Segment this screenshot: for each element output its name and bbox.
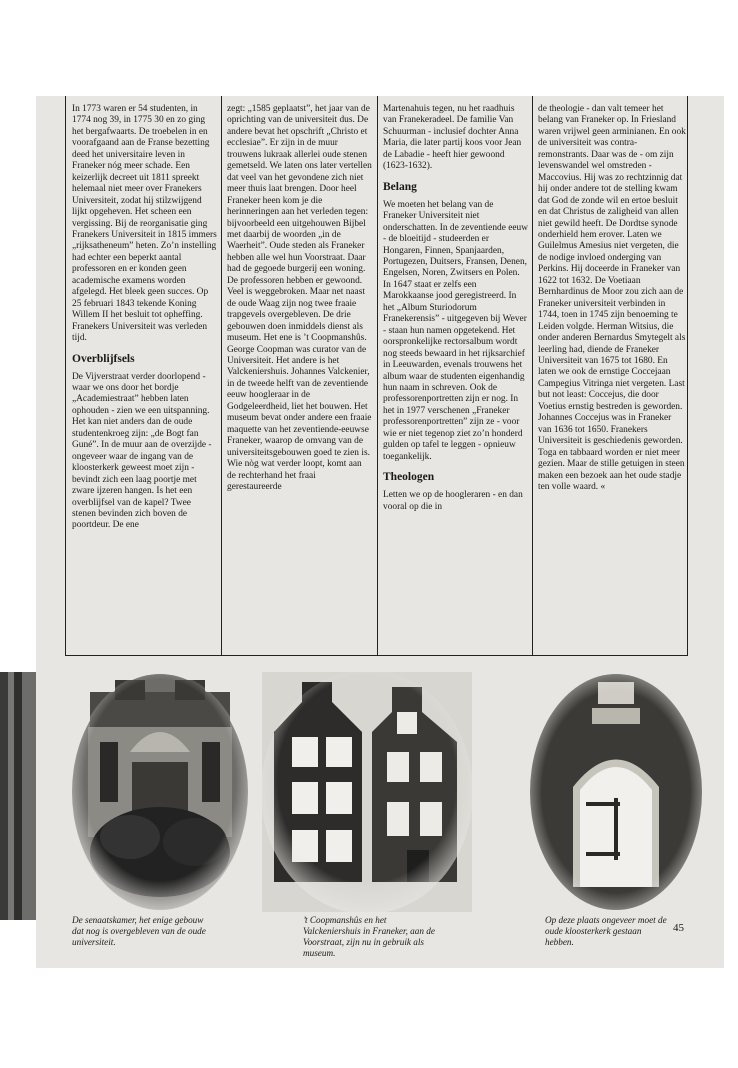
monastery-door-photo: [528, 672, 703, 912]
caption-senate-chamber: De senaatskamer, het enige gebouw dat nog is overgebleven van de oude universiteit.: [72, 915, 206, 947]
article-column-3: [383, 104, 528, 513]
coopmanshus-photo: [262, 672, 472, 912]
section-heading: Overblijfsels: [72, 352, 135, 365]
caption-coopmanshus: ’t Coopmanshûs en het Valckeniershuis in Franeker, aan de Voorstraat, zijn nu in gebruik als museum.: [303, 915, 435, 958]
paragraph: In 1773 waren er 54 studenten, in 1774 nog 39, in 1775 30 en zo ging het bergafwaarts. De troebelen in en voorafgaand aan de Franse bezetting deed het universitaire leven in Franeker nóg meer schade. Een keizerlijk decreet uit 1811 spreekt helemaal niet meer over Franekers Universiteit, zodat hij stilzwijgend lijkt opgeheven. Het scheen een vergissing. Bij de reorganisatie ging Franekers Universiteit in 1815 immers „rijksatheneum” heten. Zo’n instelling had echter een beperkt aantal professoren en er konden geen academische examens worden afgelegd. Het bleek geen succes. Op 25 februari 1843 tekende Koning Willem II het besluit tot opheffing. Franekers Universiteit was verleden tijd.: [72, 104, 217, 344]
section-heading: Theologen: [383, 471, 435, 484]
article-column-1: [72, 104, 217, 532]
paragraph: We moeten het belang van de Franeker Universiteit niet onderschatten. In de zeventiende eeuw - de bloeitijd - studeerden er Hongaren, Finnen, Spanjaarden, Portugezen, Duitsers, Fransen, Denen, Engelsen, Noren, Zwitsers en Polen. In 1647 staat er zelfs een Marokkaanse jood geregistreerd. In het „Album Sturiodorum Franekerensis” - uitgegeven bij Wever - staan hun namen opgetekend. Het oorspronkelijke rectorsalbum wordt nog steeds bewaard in het rijksarchief in Leeuwarden, evenals trouwens het album waar de studenten eigenhandig hun naam in schreven. Ook de professorenportretten zijn er nog. In het in 1977 verschenen „Franeker professorenportretten” zijn ze - voor wie er niet tegenop ziet zo’n honderd gulden op tafel te leggen - opnieuw toegankelijk.: [383, 199, 528, 462]
article-column-4: [538, 104, 686, 493]
column-rule: [377, 96, 378, 656]
column-rule: [687, 96, 688, 656]
column-rule: [65, 96, 66, 656]
photo-edge-strip: [0, 672, 36, 920]
senate-chamber-photo: [70, 672, 250, 912]
caption-monastery-church: Op deze plaats ongeveer moet de oude kloosterkerk gestaan hebben.: [545, 915, 667, 947]
article-column-2: [227, 104, 372, 493]
paragraph: De Vijverstraat verder doorlopend - waar we ons door het bordje „Academiestraat” hebben laten ophouden - zien we een uitspanning. Het kan niet anders dan de oude studentenkroeg zijn: „de Bogt fan Guné”. In de muur aan de overzijde - ongeveer waar de ingang van de kloosterkerk geweest moet zijn - bevindt zich een laag poortje met zware ijzeren hangen. Is het een overblijfsel van de kapel? Twee stenen bevinden zich boven de poortdeur. De ene: [72, 371, 212, 531]
paragraph: Letten we op de hoogleraren - en dan vooral op die in: [383, 490, 523, 512]
paragraph: de theologie - dan valt temeer het belang van Franeker op. In Friesland waren vrijwel geen arminianen. En ook de universiteit was contra-remonstrants. Daar was de - om zijn levenswandel wel omstreden - Maccovius. Hij was zo rechtzinnig dat hij onder andere tot de stelling kwam dat God de zonde wil en ertoe besluit en dat Christus de zaligheid van allen niet gewild heeft. De Dordtse synode onderhield hem erover. Laten we Guilelmus Amesius niet vergeten, die de nodige invloed onderging van Perkins. Hij doceerde in Franeker van 1622 tot 1632. De Voetiaan Bernhardinus de Moor zou zich aan de Franeker universiteit verbinden in 1744, toen in 1745 zijn benoeming te Leiden volgde. Herman Witsius, die onder anderen Bernardus Smytegelt als leerling had, diende de Franeker Universiteit van 1675 tot 1680. En laten we ook de ernstige Coccejaan Campegius Vitringa niet vergeten. Last but not least: Coccejus, die door Voetius ernstig bestreden is geworden. Johannes Coccejus was in Franeker van 1636 tot 1650. Franekers Universiteit is geschiedenis geworden. Toga en tabbaard worden er niet meer gezien. Maar de stille getuigen in steen maken een bezoek aan het oude stadje ten volle waard. «: [538, 104, 686, 492]
column-rule: [532, 96, 533, 656]
section-heading: Belang: [383, 180, 417, 193]
column-rule: [221, 96, 222, 656]
page-number: 45: [673, 922, 684, 934]
paragraph: zegt: „1585 geplaatst”, het jaar van de oprichting van de universiteit dus. De andere bevat het opschrift „Christo et ecclesiae”. Er zijn in de muur trouwens lukraak allerlei oude stenen gemetseld. We laten ons later vertellen dat veel van het gevondene zich niet meer thuis laat brengen. Door heel Franeker heen kom je die herinneringen aan het verleden tegen: bijvoorbeeld een uitgehouwen Bijbel met daarbij de woorden „in de Waerheit”. Oude steden als Franeker hebben alle wel hun Voorstraat. Daar had de gegoede burgerij een woning. De professoren hebben er gewoond. Veel is weggebroken. Maar net naast de oude Waag zijn nog twee fraaie trapgevels overgebleven. De drie gebouwen doen inmiddels dienst als museum. Het ene is ’t Coopmanshûs. George Coopman was curator van de Universiteit. Het andere is het Valckeniershuis. Johannes Valckenier, in de tweede helft van de zeventiende eeuw hoogleraar in de Godgeleerdheid, liet het bouwen. Het museum bevat onder andere een fraaie maquette van het zeventiende-eeuwse Franeker, waarop de omvang van de universiteitsgebouwen goed te zien is. Wie nòg wat verder loopt, komt aan de rechterhand het fraai gerestaureerde: [227, 104, 372, 492]
text-bottom-rule: [65, 655, 688, 656]
paragraph: Martenahuis tegen, nu het raadhuis van Franekeradeel. De familie Van Schuurman - inclusief dochter Anna Maria, die later partij koos voor Jean de Labadie - heeft hier gewoond (1623-1632).: [383, 104, 522, 172]
